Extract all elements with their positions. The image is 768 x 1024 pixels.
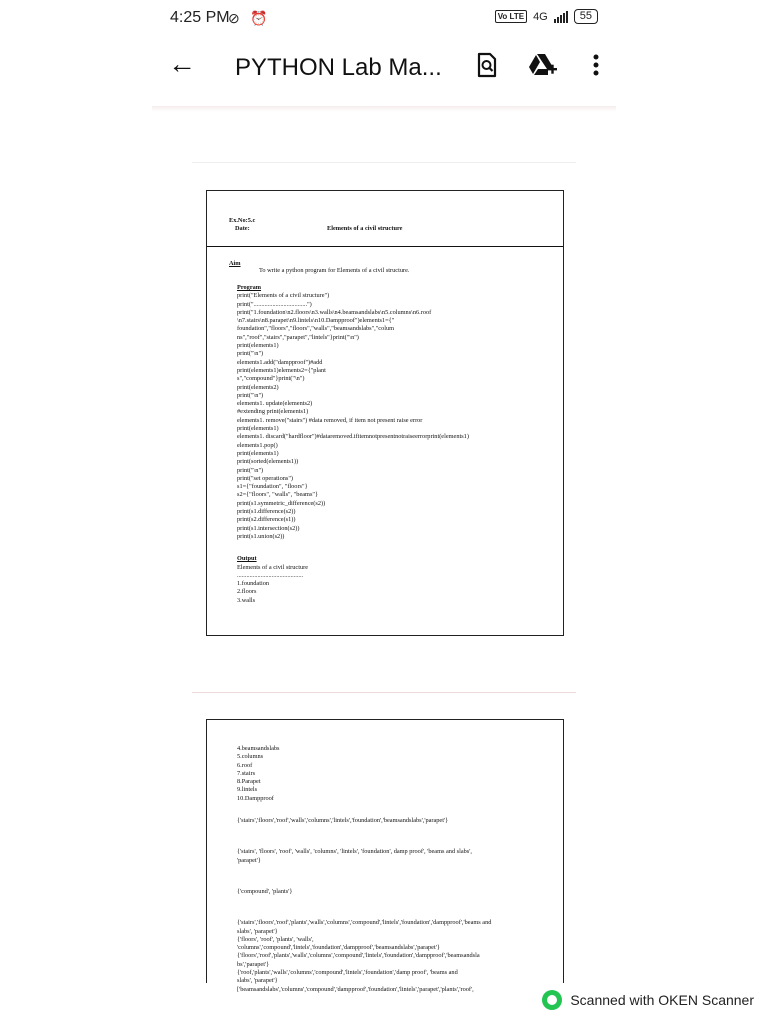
code-line: s2={"floors", "walls", "beams"} [237, 491, 318, 499]
code-line: print(elements1) [237, 342, 279, 350]
oken-scanner-logo-icon [542, 990, 562, 1010]
document-page-1 [206, 190, 564, 636]
scanner-watermark [542, 990, 754, 1010]
date-label: Date: [235, 225, 250, 232]
document-page-2 [206, 719, 564, 993]
code-line: print(s1.union(s2)) [237, 532, 285, 540]
output-line: {'stairs', 'floors', 'roof', 'walls', 'columns', 'lintels', 'foundation', damp proof', 'beams and slabs', [237, 848, 472, 856]
network-type: 4G [533, 10, 548, 23]
output-line: 6.roof [237, 761, 253, 769]
code-line: \n7.stairs\n8.parapet\n9.lintels\n10.Dampproof")elements1={" [237, 317, 395, 325]
ex-no-label: Ex.No:5.c [229, 217, 256, 224]
output-line: ['beamsandslabs','columns','compound','dampproof','foundation','lintels','parapet','plants','roof', [237, 985, 474, 993]
code-line: elements1. update(elements2) [237, 400, 313, 408]
output-line: 1.foundation [237, 580, 270, 588]
code-line: print("\n") [237, 466, 264, 474]
code-line: print(elements2) [237, 383, 279, 391]
output-line: {'stairs','floors','roof','plants','walls','columns','compound','lintels','foundation','dampproof','beams and [237, 919, 492, 927]
output-line: 8.Parapet [237, 778, 261, 786]
code-line: s1={"foundation", "floors"} [237, 483, 308, 491]
output-line: {'roof,'plants','walls','columns','compound','lintels','foundation','damp proof', 'beams and [237, 969, 458, 977]
app-bar [150, 38, 618, 100]
set-output-3: {'compound', 'plants'} [237, 887, 293, 895]
code-line: print(s1.difference(s2)) [237, 508, 296, 516]
output-line: 10.Dampproof [237, 794, 274, 802]
code-line: print(s2.difference(s1)) [237, 516, 296, 524]
code-line: print(elements1) [237, 449, 279, 457]
code-line: print("Elements of a civil structure") [237, 292, 330, 300]
program-code [237, 292, 553, 541]
search-document-icon[interactable] [472, 50, 502, 80]
code-line: elements1. remove("stairs") #data removed, if item not present raise error [237, 416, 423, 424]
output-line: 5.columns [237, 753, 264, 761]
status-time: 4:25 PM [170, 9, 230, 26]
code-line: print(s1.symmetric_difference(s2)) [237, 499, 326, 507]
more-vert-icon[interactable] [581, 50, 611, 80]
document-viewer[interactable] [152, 112, 616, 993]
code-line: print(s1.intersection(s2)) [237, 524, 300, 532]
battery-icon: 55 [574, 9, 598, 24]
output-line: {'floors','roof','plants','walls','columns','compound','lintels','foundation','dampproof','beamsandsla [237, 952, 480, 960]
output-line: 7.stairs [237, 769, 256, 777]
code-line: elements1. discard("hardfloor")#dataremoved.ifitemnotpresentnotraiseerrorprint(elements1) [237, 433, 469, 441]
output-line: 2.floors [237, 588, 257, 596]
output-line: 'columns','compound','lintels','foundation','dampproof','beamsandslabs','parapet'} [237, 944, 440, 952]
page-heading: Elements of a civil structure [327, 225, 403, 232]
code-line: ns","roof","stairs","parapet","lintels"}print("\n") [237, 333, 359, 341]
code-line: foundation","floors","floors","walls","beamsandslabs","colum [237, 325, 395, 333]
dnd-icon: ⊘ [228, 10, 240, 26]
output-label: Output [237, 555, 257, 563]
code-line: print("\n") [237, 350, 264, 358]
output-line: 'parapet'} [237, 856, 261, 864]
program-label: Program [237, 284, 262, 291]
program-section [237, 284, 553, 605]
code-line: #extending print(elements1) [237, 408, 309, 416]
aim-text: To write a python program for Elements of a civil structure. [259, 267, 410, 275]
alarm-icon: ⏰ [250, 10, 268, 26]
code-line: print(elements1)elements2={"plant [237, 366, 326, 374]
status-right [495, 9, 598, 24]
output-line: .......................................... [237, 571, 304, 579]
code-line: print("..................................") [237, 300, 312, 308]
output-text [237, 564, 553, 605]
output-line: 4.beamsandslabs [237, 745, 280, 752]
set-output-4 [237, 919, 553, 994]
signal-icon [554, 10, 568, 23]
aim-section [229, 260, 553, 276]
code-line: print("\n") [237, 391, 264, 399]
output-line: {'floors', 'roof', 'plants', 'walls', [237, 935, 314, 943]
output-continued [237, 745, 553, 994]
volte-icon: Vo LTE [495, 10, 527, 23]
output-line: bs','parapet'} [237, 960, 270, 968]
document-title: PYTHON Lab Ma... [235, 54, 442, 81]
page-separator [192, 162, 576, 163]
code-line: elements1.pop() [237, 441, 278, 449]
code-line: print(sorted(elements1)) [237, 458, 299, 466]
set-output-1: {'stairs','floors','roof','walls','columns','lintels','foundation','beamsandslabs','parapet'} [237, 817, 449, 825]
output-line: slabs', 'parapet'} [237, 977, 278, 985]
header-rule [207, 246, 563, 247]
watermark-text: Scanned with OKEN Scanner [570, 992, 754, 1008]
code-line: print(elements1) [237, 425, 279, 433]
code-line: s","compound"}print("\n") [237, 375, 305, 383]
back-arrow-icon[interactable]: ← [168, 48, 196, 79]
drive-add-icon[interactable] [528, 50, 558, 80]
code-line: print("1.foundation\n2.floors\n3.walls\n4.beamsandslabs\n5.columns\n6.roof [237, 308, 432, 316]
code-line: elements1.add("dampproof")#add [237, 358, 323, 366]
output-line: 9.lintels [237, 786, 258, 794]
code-line: print("set operations") [237, 474, 294, 482]
output-line: 3.walls [237, 596, 256, 604]
page-separator [192, 692, 576, 693]
output-line: Elements of a civil structure [237, 563, 308, 571]
status-bar [0, 0, 768, 36]
element-list [237, 745, 553, 803]
set-output-2 [237, 848, 553, 865]
output-line: slabs', 'parapet'} [237, 927, 278, 935]
aim-label: Aim [229, 260, 241, 267]
